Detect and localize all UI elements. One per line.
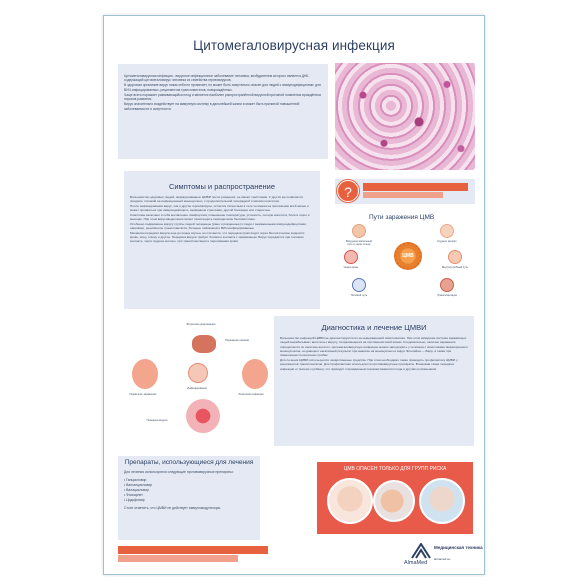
mouth-icon <box>352 224 366 238</box>
intro-panel <box>118 64 328 159</box>
brand-tagline: Медицинская техника <box>434 545 483 550</box>
gender-icon <box>352 278 366 292</box>
route-label: Половой путь <box>350 294 368 297</box>
diagnosis-panel <box>274 316 474 446</box>
drug-item-label: Валацикловир <box>126 488 149 492</box>
brand-name: AlmaMed <box>404 560 428 566</box>
virus-label: ЦМВ <box>402 253 414 259</box>
symptoms-paragraph: Особенно подвержены вирусу группы людей: младенцы (рано и рожденные) и люди с выраженными иммунодефицитами, например, реципиенты трансплантатов, больные лейкемией и ВИЧ-инфицированные. <box>130 222 307 231</box>
intro-text <box>124 74 322 111</box>
illustration-label: Поражение органов <box>225 339 249 342</box>
question-icon: ? <box>337 180 359 202</box>
blood-icon <box>344 250 358 264</box>
newborn-photo <box>327 478 373 524</box>
drug-item-label: Фоскарнет <box>126 493 143 497</box>
page-title: Цитомегаловирусная инфекция <box>193 38 395 53</box>
pregnant-photo <box>373 480 415 522</box>
risk-group-panel <box>317 462 473 534</box>
warning-highlight <box>363 192 443 198</box>
illustration-label: Вторичная реактивация <box>186 323 216 326</box>
poster <box>103 15 485 575</box>
drug-item: • Цидофовир <box>124 498 145 502</box>
drugs-lead: Для лечения используются следующие противовирусные препараты: <box>124 470 234 474</box>
highlight-bar <box>118 546 268 554</box>
diagnosis-paragraph: Для лечения ЦМВИ используются лекарственные средства. При этом необходимо также проводить профилактику ЦМВИ у реципиентов трансплантатов. Для профилактики используются противовирусные препараты. Возможна также передача инфекции от матери к ребёнку, что приводит к врождённым порокам развития плода и другим осложнениям. <box>280 358 458 371</box>
almamed-logo-icon <box>410 543 432 559</box>
risk-title: ЦМВ ОПАСЕН ТОЛЬКО ДЛЯ ГРУПП РИСКА <box>343 466 447 472</box>
virus-cell-icon <box>186 399 220 433</box>
symptoms-panel <box>124 171 320 309</box>
routes-title: Пути заражения ЦМВ <box>369 214 435 221</box>
breast-icon <box>440 224 454 238</box>
drug-item-label: Ганцикловир <box>126 478 147 482</box>
drug-item-label: Валганцикловир <box>126 483 153 487</box>
diagnosis-title: Диагностика и лечение ЦМВИ <box>321 323 427 332</box>
symptoms-paragraph: Симптомы включают в себя воспаление лимфоузлов, повышение температуры, усталость, потерю аппетита, боли в горле и мышцах. При этом вирусовыделение может происходить периодически бессимптомно. <box>130 213 310 222</box>
intro-paragraph: В здоровом организме вирус никак себя не проявляет, но может быть смертельно опасен для людей с иммунодефицитами: для ВИЧ-инфицированных, реципиентов трансплантатов, новорождённых. <box>124 83 321 92</box>
kidney-icon <box>440 278 454 292</box>
highlight-bar <box>118 555 238 562</box>
diagnosis-illustration <box>124 321 274 441</box>
symptoms-paragraph: Большинство здоровых людей, инфицированных ЦМВИ после рождения, не имеют симптомов. У других же появляется синдром, похожий на инфекционный мононуклеоз, с продолжительной лихорадкой и мягким гепатитом. <box>130 195 303 204</box>
drugs-panel <box>118 456 260 540</box>
cell-icon <box>188 363 208 383</box>
symptoms-title: Симптомы и распространение <box>168 182 276 191</box>
drug-item-label: Цидофовир <box>126 498 145 502</box>
warning-bar <box>335 179 475 204</box>
illustration-label: Передача вируса <box>146 419 168 422</box>
illustration-label: Инфицирование <box>187 387 207 390</box>
brand-site: almamed.su <box>434 557 451 561</box>
virus-icon <box>394 242 422 270</box>
drug-item: • Ганцикловир <box>124 478 147 482</box>
illustration-label: Латентная инфекция <box>238 393 264 396</box>
symptoms-text <box>130 195 314 244</box>
route-label: Внутриутробный путь <box>441 266 469 269</box>
drugs-title: Препараты, использующиеся для лечения <box>124 459 254 466</box>
liver-icon <box>192 335 216 353</box>
illustration-label: Первичное заражение <box>129 393 157 396</box>
drug-item: • Фоскарнет <box>124 493 143 497</box>
diagnosis-paragraph: Большинство инфекций ЦМВИ не диагностируется из-за невыраженной симптоматики. При этом иммунная система заражённых людей вырабатывает антитела к вирусу, сохраняющиеся на протяжении всей жизни. Следовательно, наличие заражения определяется по наличию антител. Цитомегаловирусную инфекцию можно заподозрить у человека с симптомами инфекционного мононуклеоза, но дающего негативный результат при анализе на мононуклеоз и вирус Эпштейна — Барр, а также при повышенных печеночных пробах. <box>280 336 468 358</box>
route-label: Грудное молоко <box>437 240 457 243</box>
drug-item: • Валацикловир <box>124 488 149 492</box>
drug-item: • Валганцикловир <box>124 483 153 487</box>
intro-paragraph: Вирус значительно воздействует на иммунную систему в дальнейшей жизни и может быть причиной повышенной заболеваемости и смертности. <box>124 102 300 111</box>
histology-image <box>335 63 475 170</box>
lungs-icon <box>132 359 158 389</box>
lungs-icon <box>242 359 268 389</box>
fetus-icon <box>448 250 462 264</box>
warning-highlight <box>363 183 468 191</box>
intro-paragraph: Чаще всего поражает развивающийся плод и является наиболее распространённой вирусной причиной появления врождённых пороков развития. <box>124 92 322 102</box>
intro-paragraph: Цитомегаловирусная инфекция - вирусное инфекционное заболевание человека, возбудителем которого является ДНК-содержащий цитомегаловирус человека из семейства герпесвирусов. <box>124 74 310 83</box>
symptoms-paragraph: После инфицирования вирус, как и другие герпесвирусы, остается латентным в теле человека на протяжении всей жизни и может проявиться при иммунодефиците, вызванном стрессами, другой болезнью или старостью. <box>130 204 309 213</box>
route-label: Через кровь <box>343 266 359 269</box>
route-label: Воздушно-капельный путь и через слюну <box>346 240 372 246</box>
drugs-note: Стоит отметить, что ЦМВИ не действует иммуномодуляторы. <box>124 506 222 510</box>
immunodeficient-photo <box>419 478 465 524</box>
diagnosis-text <box>280 336 468 371</box>
symptoms-paragraph: Механизм передачи вируса еще до конца изучен, но считается, что передача происходит через биологические жидкости: кровь, мочу, слюну и другие. Передача вируса требует близкого контакта с заражённым. Вирус передаётся при половом контакте, через грудное молоко, при трансплантации и переливании крови. <box>130 231 306 244</box>
route-label: Трансплантация <box>437 294 457 297</box>
brand-logo <box>404 543 484 571</box>
